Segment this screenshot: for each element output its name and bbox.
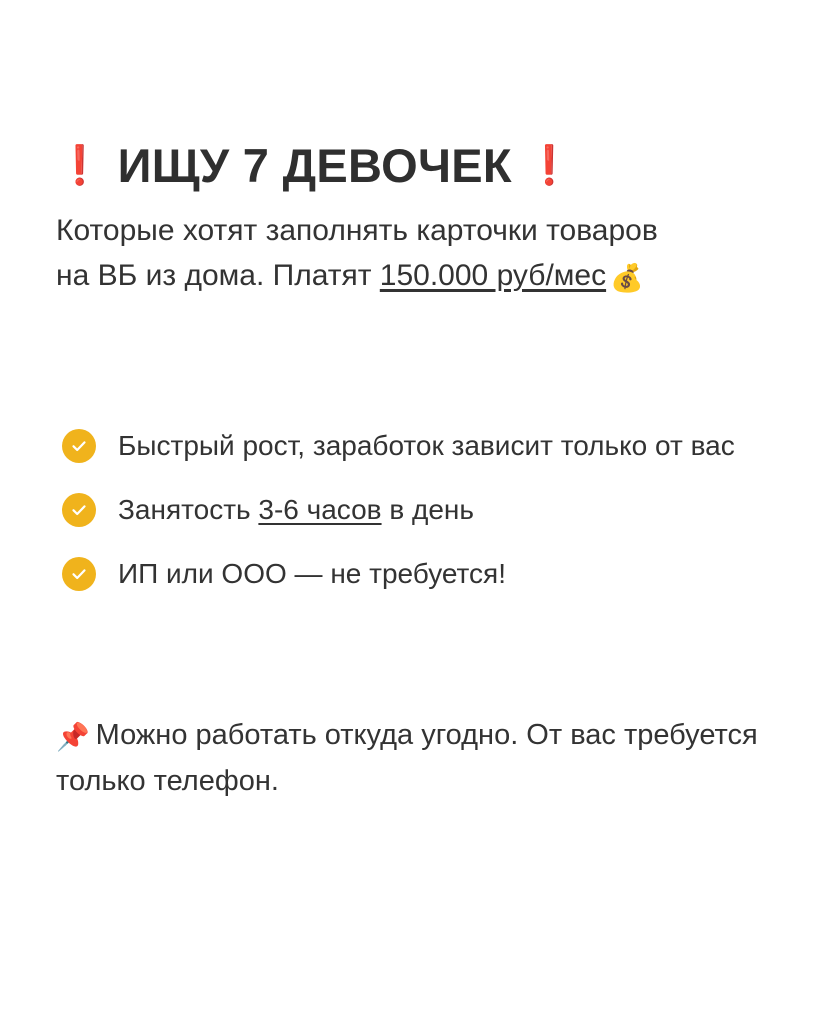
pushpin-icon: 📌 bbox=[56, 722, 90, 753]
money-bag-icon: 💰 bbox=[610, 263, 644, 294]
red-exclamation-icon-right: ❗ bbox=[525, 144, 574, 187]
page-title-text: ИЩУ 7 ДЕВОЧЕК bbox=[117, 139, 512, 192]
footer-note-text: Можно работать откуда угодно. От вас требуется только телефон. bbox=[56, 719, 758, 798]
footer-note bbox=[56, 713, 772, 804]
red-exclamation-icon-left: ❗ bbox=[56, 144, 104, 187]
hours-prefix: Занятость bbox=[118, 494, 259, 526]
hours-highlight: 3-6 часов bbox=[258, 494, 382, 526]
intro-paragraph bbox=[56, 208, 772, 300]
check-circle-icon bbox=[62, 429, 96, 463]
page-title bbox=[56, 140, 772, 192]
list-item bbox=[62, 489, 772, 531]
list-item bbox=[62, 553, 772, 595]
list-item-label: ИП или ООО — не требуется! bbox=[118, 558, 506, 590]
intro-line-1: Которые хотят заполнять карточки товаров bbox=[56, 213, 658, 247]
salary-highlight: 150.000 руб/мес bbox=[379, 259, 607, 293]
intro-line-2-prefix: на ВБ из дома. Платят bbox=[56, 259, 380, 293]
list-item-label: Быстрый рост, заработок зависит только от вас bbox=[118, 430, 735, 462]
check-circle-icon bbox=[62, 493, 96, 527]
list-item-label bbox=[118, 489, 474, 531]
benefits-list bbox=[56, 425, 772, 595]
check-circle-icon bbox=[62, 557, 96, 591]
hours-suffix: в день bbox=[381, 494, 474, 526]
list-item bbox=[62, 425, 772, 467]
